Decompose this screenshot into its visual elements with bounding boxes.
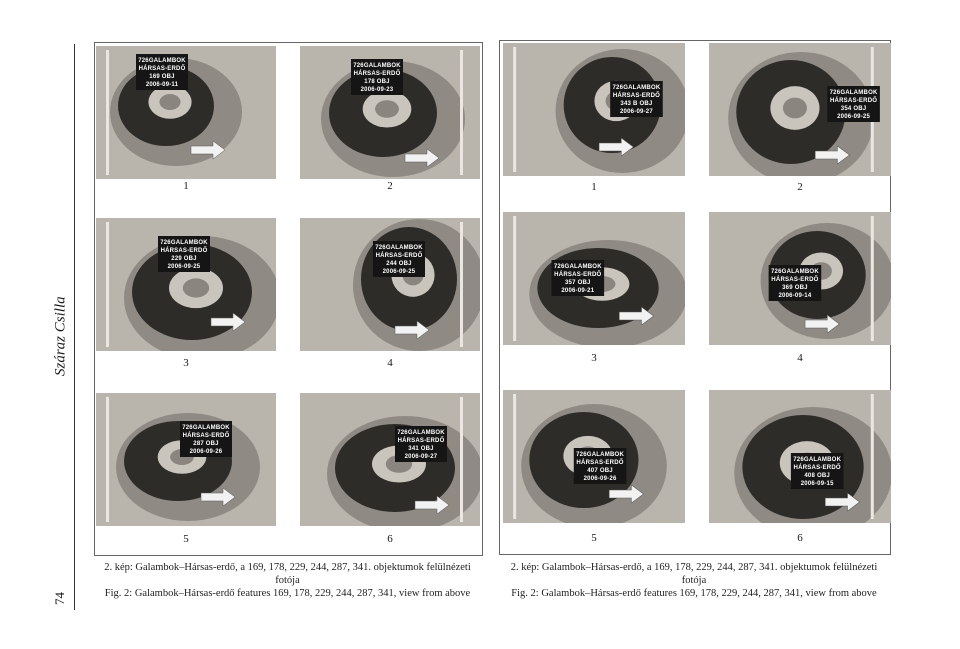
caption-hungarian: 2. kép: Galambok–Hársas-erdő, a 169, 178, 229, 244, 287, 341. objektumok felülnézeti fotója: [104, 562, 471, 586]
photo-number: 1: [183, 180, 189, 192]
sign-text: 2006-09-11: [145, 82, 179, 88]
sign-text: HÁRSAS-ERDŐ: [138, 66, 186, 72]
measuring-pole: [513, 216, 516, 341]
measuring-pole: [460, 50, 463, 175]
photo-number: 3: [183, 357, 189, 369]
site-sign: [769, 265, 822, 301]
site-sign: [180, 421, 232, 457]
sign-text: 354 OBJ: [840, 106, 867, 112]
excavation-photo: [709, 212, 891, 345]
sign-text: 726GALAMBOK: [829, 90, 878, 96]
sign-text: 726GALAMBOK: [397, 430, 445, 436]
sign-text: 2006-09-25: [837, 114, 871, 120]
sign-text: 2006-09-25: [382, 269, 416, 275]
site-sign: [395, 426, 447, 462]
site-sign: [351, 59, 403, 95]
excavation-photo: [300, 393, 480, 526]
sign-text: HÁRSAS-ERDŐ: [160, 248, 208, 254]
page-number: 74: [52, 592, 67, 606]
sign-text: 726GALAMBOK: [612, 85, 661, 91]
sign-text: HÁRSAS-ERDŐ: [576, 460, 624, 466]
caption-english: Fig. 2: Galambok–Hársas-erdő features 169, 178, 229, 244, 287, 341, view from above: [511, 588, 877, 599]
sign-text: 2006-09-27: [404, 454, 438, 460]
caption-hungarian: 2. kép: Galambok–Hársas-erdő, a 169, 178, 229, 244, 287, 341. objektumok felülnézeti fotója: [510, 562, 878, 586]
measuring-pole: [513, 47, 516, 172]
sign-text: 726GALAMBOK: [375, 245, 423, 251]
sign-text: 369 OBJ: [782, 285, 808, 291]
margin-rule: [74, 44, 75, 610]
site-sign: [373, 241, 425, 277]
photo-number: 4: [387, 357, 393, 369]
site-sign: [158, 236, 210, 272]
site-sign: [610, 81, 663, 117]
sign-text: 726GALAMBOK: [353, 63, 401, 69]
excavation-photo: [503, 390, 685, 523]
sign-text: HÁRSAS-ERDŐ: [182, 433, 230, 439]
photo-number: 3: [591, 352, 597, 364]
excavation-photo: [300, 218, 480, 351]
pit-core: [159, 94, 180, 110]
site-sign: [574, 448, 627, 484]
sign-text: HÁRSAS-ERDŐ: [353, 71, 401, 77]
sign-text: 2006-09-15: [800, 481, 834, 487]
sign-text: HÁRSAS-ERDŐ: [397, 438, 445, 444]
sign-text: 407 OBJ: [587, 468, 613, 474]
pit-core: [783, 98, 807, 119]
sign-text: 2006-09-25: [167, 264, 201, 270]
site-sign: [827, 86, 880, 122]
sign-text: HÁRSAS-ERDŐ: [793, 465, 841, 471]
sign-text: 287 OBJ: [193, 441, 219, 447]
photo-number: 5: [591, 532, 597, 544]
measuring-pole: [513, 394, 516, 519]
pit-core: [183, 278, 209, 297]
measuring-pole: [460, 222, 463, 347]
sign-text: HÁRSAS-ERDŐ: [375, 253, 423, 259]
sign-text: 169 OBJ: [149, 74, 175, 80]
excavation-photo: [503, 43, 685, 176]
sign-text: 244 OBJ: [386, 261, 412, 267]
sign-text: 726GALAMBOK: [770, 269, 819, 275]
photo-number: 5: [183, 533, 189, 545]
site-sign: [552, 260, 605, 296]
measuring-pole: [871, 216, 874, 341]
excavation-photo: [709, 43, 891, 176]
photo-number: 2: [387, 180, 393, 192]
sign-text: 726GALAMBOK: [793, 457, 842, 463]
photo-number: 6: [387, 533, 393, 545]
sign-text: HÁRSAS-ERDŐ: [829, 98, 878, 104]
sign-text: HÁRSAS-ERDŐ: [612, 93, 661, 99]
sign-text: 2006-09-26: [189, 449, 223, 455]
sign-text: 343 B OBJ: [620, 101, 653, 107]
running-head: Száraz Csilla: [52, 296, 69, 376]
sign-text: 341 OBJ: [408, 446, 434, 452]
measuring-pole: [871, 394, 874, 519]
sign-text: 726GALAMBOK: [182, 425, 230, 431]
sign-text: 2006-09-21: [561, 288, 595, 294]
sign-text: 229 OBJ: [171, 256, 197, 262]
excavation-photo: [96, 393, 276, 526]
figure-caption-right: [501, 561, 887, 600]
measuring-pole: [106, 222, 109, 347]
photo-number: 4: [797, 352, 803, 364]
sign-text: 2006-09-23: [360, 87, 394, 93]
excavation-photo: [503, 212, 685, 345]
photo-number: 2: [797, 181, 803, 193]
sign-text: 2006-09-14: [778, 293, 812, 299]
site-sign: [136, 54, 188, 90]
sign-text: 2006-09-26: [583, 476, 617, 482]
site-sign: [791, 453, 844, 489]
measuring-pole: [460, 397, 463, 522]
excavation-photo: [96, 218, 276, 351]
measuring-pole: [106, 397, 109, 522]
excavation-photo: [709, 390, 891, 523]
sign-text: 357 OBJ: [565, 280, 591, 286]
photo-number: 6: [797, 532, 803, 544]
sign-text: HÁRSAS-ERDŐ: [554, 272, 602, 278]
photo-number: 1: [591, 181, 597, 193]
pit-core: [375, 100, 399, 118]
figure-caption-left: [96, 561, 479, 600]
sign-text: HÁRSAS-ERDŐ: [771, 277, 819, 283]
excavation-photo: [300, 46, 480, 179]
sign-text: 408 OBJ: [804, 473, 831, 479]
sign-text: 726GALAMBOK: [160, 240, 208, 246]
sign-text: 726GALAMBOK: [553, 264, 602, 270]
sign-text: 726GALAMBOK: [576, 452, 625, 458]
caption-english: Fig. 2: Galambok–Hársas-erdő features 169, 178, 229, 244, 287, 341, view from above: [104, 588, 471, 599]
sign-text: 178 OBJ: [364, 79, 390, 85]
sign-text: 726GALAMBOK: [138, 58, 186, 64]
measuring-pole: [106, 50, 109, 175]
sign-text: 2006-09-27: [619, 109, 653, 115]
excavation-photo: [96, 46, 276, 179]
